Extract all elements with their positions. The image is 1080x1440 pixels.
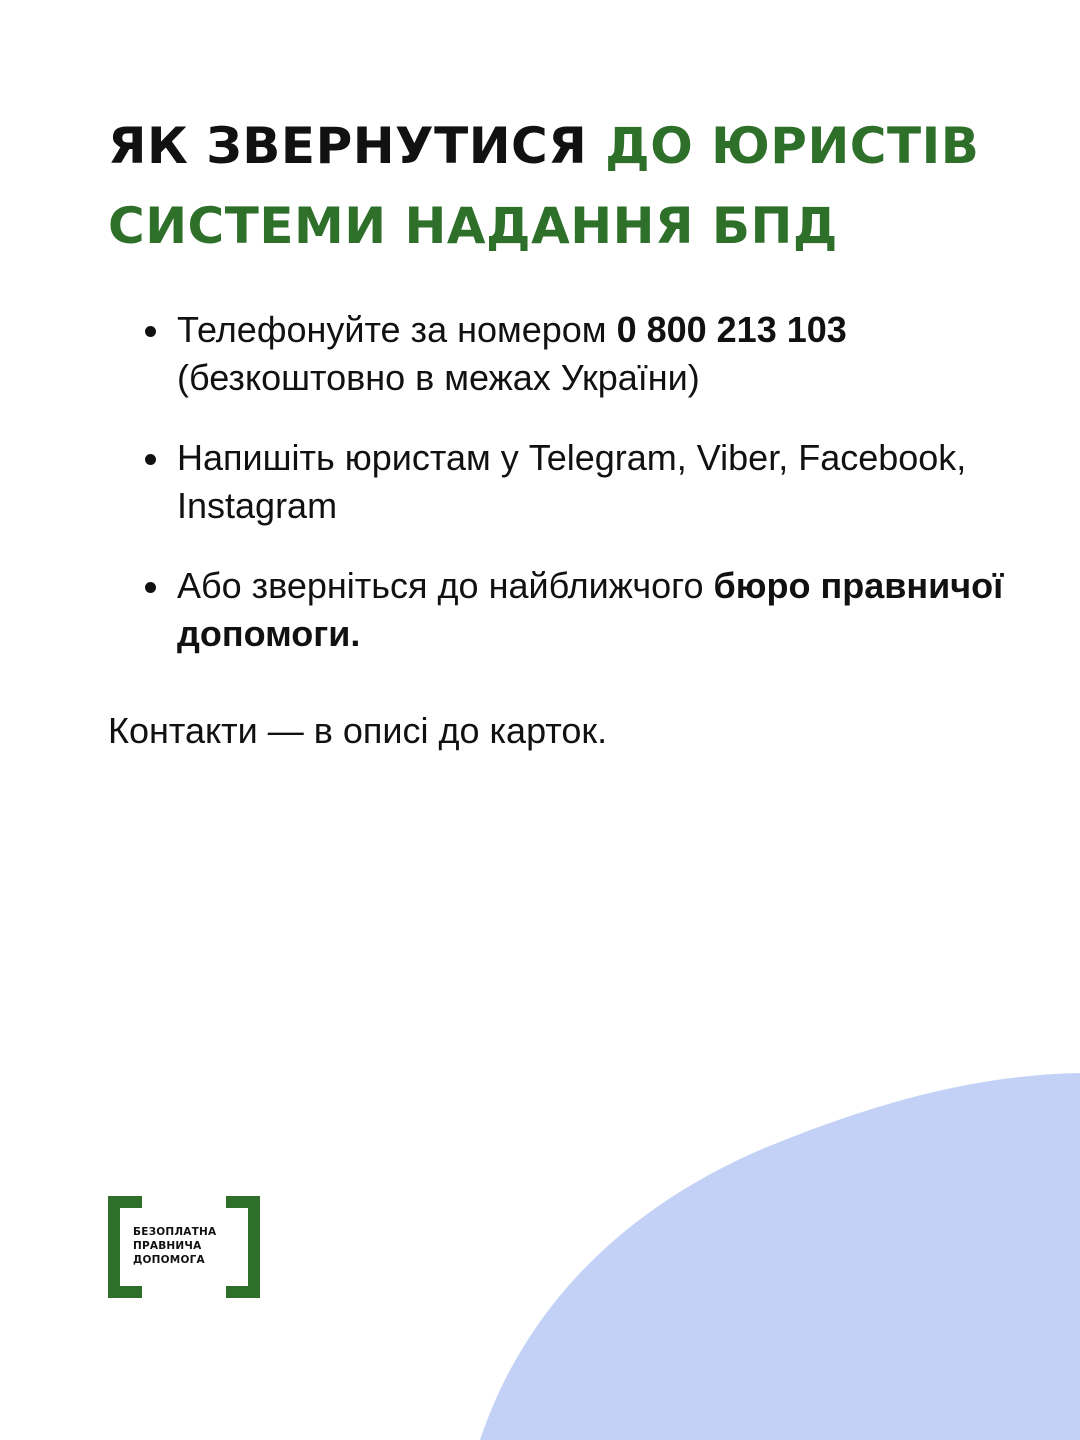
bullet-dot-icon (145, 582, 156, 593)
title-part-green: ДО ЮРИСТІВ СИСТЕМИ НАДАННЯ БПД (108, 117, 980, 255)
logo-line-2: ПРАВНИЧА (133, 1240, 202, 1252)
bullet-dot-icon (145, 454, 156, 465)
logo-right-bracket (226, 1196, 260, 1298)
list-item-messengers (145, 434, 1025, 530)
bureau-text: Або зверніться до найближчого (177, 565, 714, 606)
phone-text: Телефонуйте за номером (177, 309, 617, 350)
logo-line-3: ДОПОМОГА (133, 1254, 205, 1266)
bpd-logo (108, 1196, 260, 1298)
page-title (108, 106, 1008, 266)
logo-line-1: БЕЗОПЛАТНА (133, 1226, 217, 1238)
bureau-name: бюро правничої допомоги. (177, 565, 1004, 654)
phone-number: 0 800 213 103 (616, 309, 847, 350)
list-item-phone (145, 306, 1025, 402)
messengers-text: Напишіть юристам у Telegram, Viber, Facebook, Instagram (177, 437, 967, 526)
contact-methods-list (145, 306, 1025, 690)
title-part-dark: ЯК ЗВЕРНУТИСЯ (108, 117, 606, 175)
contacts-note: Контакти — в описі до карток. (108, 710, 608, 751)
logo-text (133, 1225, 216, 1267)
bullet-dot-icon (145, 326, 156, 337)
list-item-bureau (145, 562, 1025, 658)
phone-note: (безкоштовно в межах України) (177, 357, 700, 398)
